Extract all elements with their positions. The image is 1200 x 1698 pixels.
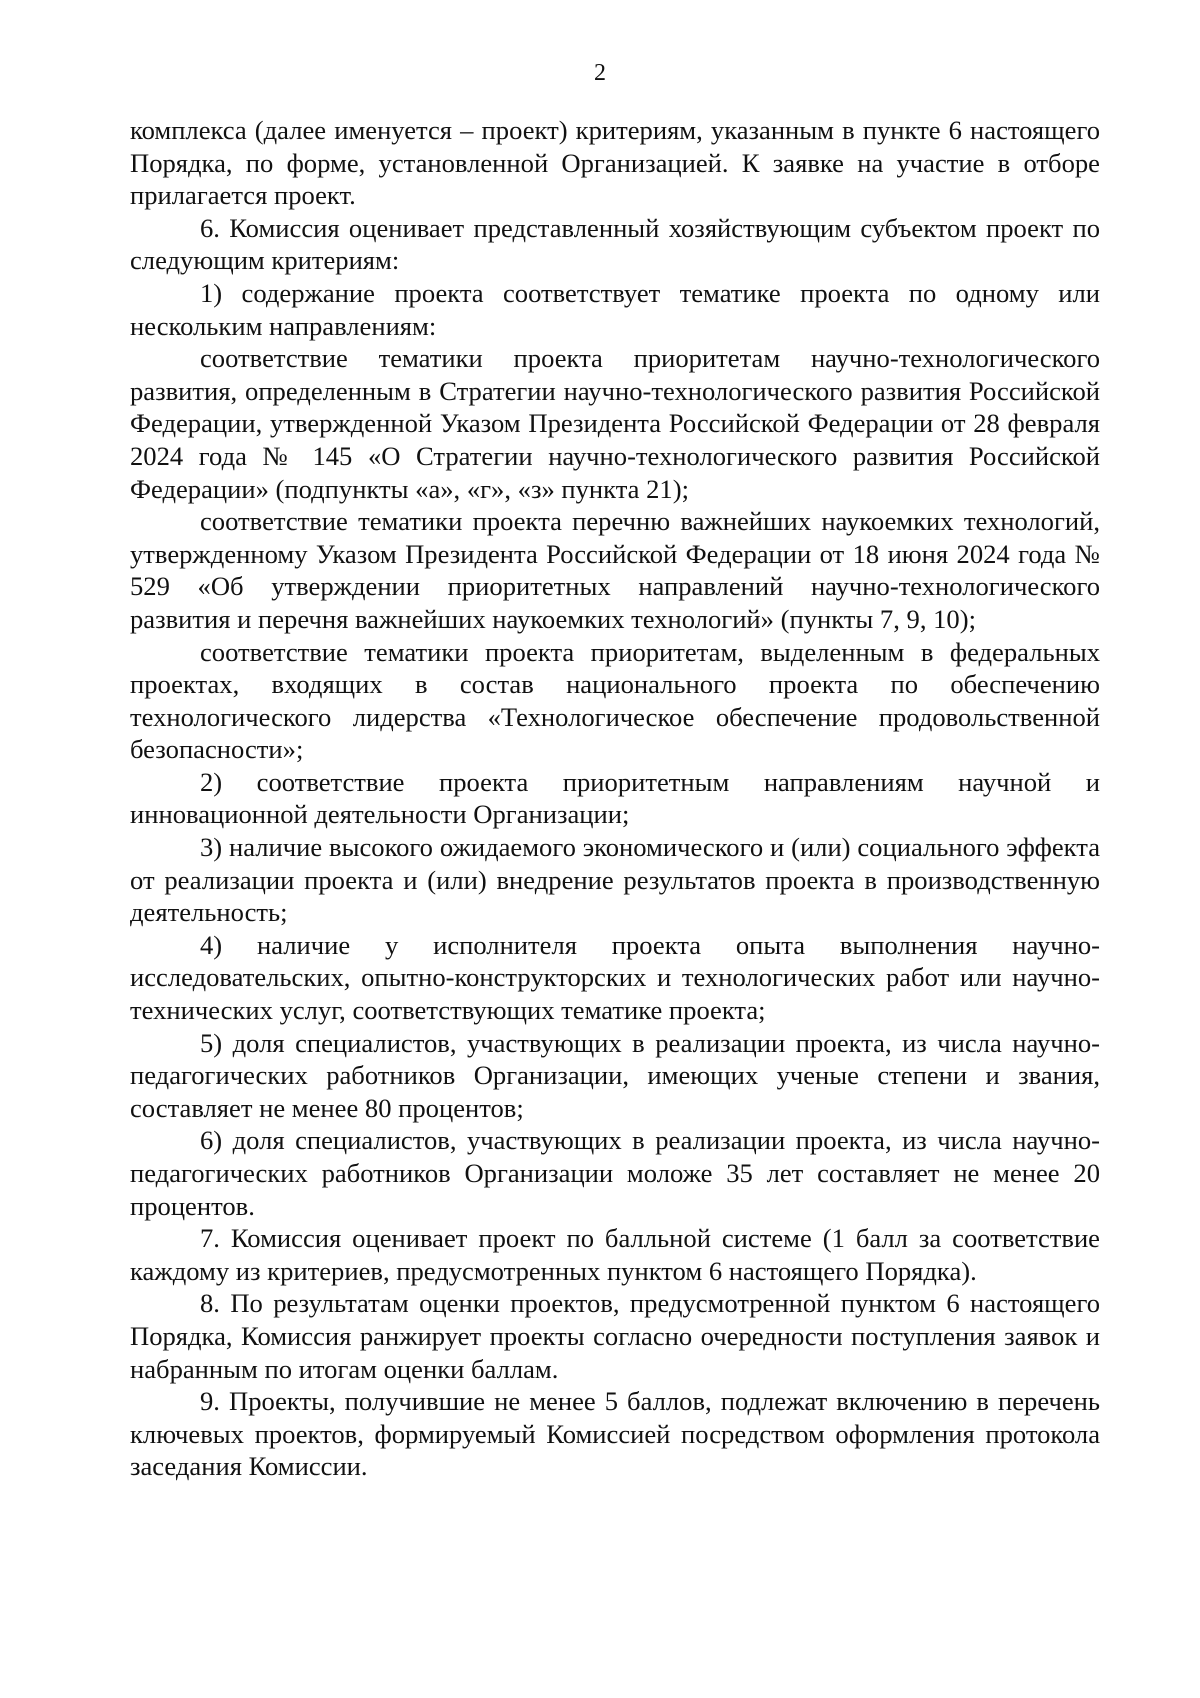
document-body [130,114,1100,1483]
paragraph-direction-federal-projects: соответствие тематики проекта приоритетам, выделенным в федеральных проектах, входящих в состав национального проекта по обеспечению технологического лидерства «Технологическое обеспечение продовольственной безопасности»; [130,636,1100,765]
paragraph-direction-strategy: соответствие тематики проекта приоритетам научно-технологического развития, определенным в Стратегии научно-технологического развития Российской Федерации, утвержденной Указом Президента Российской Федерации от 28 февраля 2024 года № 145 «О Стратегии научно-технологического развития Российской Федерации» (подпункты «а», «г», «з» пункта 21); [130,343,1100,504]
paragraph-item-6: 6. Комиссия оценивает представленный хозяйствующим субъектом проект по следующим критериям: [130,212,1100,276]
paragraph-criterion-3: 3) наличие высокого ожидаемого экономического и (или) социального эффекта от реализации проекта и (или) внедрение результатов проекта в производственную деятельность; [130,832,1100,928]
paragraph-criterion-5: 5) доля специалистов, участвующих в реализации проекта, из числа научно-педагогических работников Организации, имеющих ученые степени и звания, составляет не менее 80 процентов; [130,1027,1100,1123]
paragraph-criterion-4: 4) наличие у исполнителя проекта опыта выполнения научно-исследовательских, опытно-конструкторских и технологических работ или научно-технических услуг, соответствующих тематике проекта; [130,929,1100,1026]
paragraph-criterion-2: 2) соответствие проекта приоритетным направлениям научной и инновационной деятельности Организации; [130,766,1100,830]
paragraph-criterion-1: 1) содержание проекта соответствует тематике проекта по одному или нескольким направлениям: [130,277,1100,341]
paragraph-item-8: 8. По результатам оценки проектов, предусмотренной пунктом 6 настоящего Порядка, Комиссия ранжирует проекты согласно очередности поступления заявок и набранным по итогам оценки баллам. [130,1288,1100,1384]
paragraph-criterion-6: 6) доля специалистов, участвующих в реализации проекта, из числа научно-педагогических работников Организации моложе 35 лет составляет не менее 20 процентов. [130,1125,1100,1221]
paragraph-item-7: 7. Комиссия оценивает проект по балльной системе (1 балл за соответствие каждому из критериев, предусмотренных пунктом 6 настоящего Порядка). [130,1223,1100,1286]
paragraph-direction-technologies: соответствие тематики проекта перечню важнейших наукоемких технологий, утвержденному Указом Президента Российской Федерации от 18 июня 2024 года № 529 «Об утверждении приоритетных направлений научно-технологического развития и перечня важнейших наукоемких технологий» (пункты 7, 9, 10); [130,506,1100,634]
page-number: 2 [594,60,606,86]
paragraph-continuation: комплекса (далее именуется – проект) критериям, указанным в пункте 6 настоящего Порядка, по форме, установленной Организацией. К заявке на участие в отборе прилагается проект. [130,115,1100,211]
paragraph-item-9: 9. Проекты, получившие не менее 5 баллов, подлежат включению в перечень ключевых проектов, формируемый Комиссией посредством оформления протокола заседания Комиссии. [130,1386,1100,1482]
